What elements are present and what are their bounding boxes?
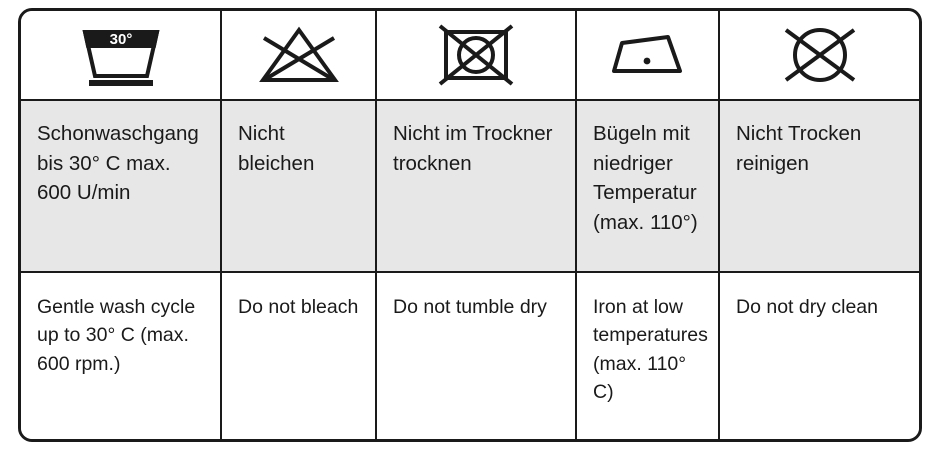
- en-text-dry-clean: Do not dry clean: [736, 296, 878, 318]
- de-text-dry-clean: Nicht Trocken reinigen: [736, 122, 862, 175]
- en-cell-tumble-dry: [376, 272, 576, 439]
- de-cell-dry-clean: [719, 100, 919, 272]
- care-symbols-table: [18, 8, 922, 442]
- care-instructions-table: [21, 11, 919, 439]
- de-text-wash: Schonwaschgang bis 30° C max. 600 U/min: [37, 122, 199, 205]
- de-cell-bleach: [221, 100, 376, 272]
- en-cell-iron: [576, 272, 719, 439]
- icon-cell-bleach: [221, 11, 376, 100]
- icon-cell-tumble-dry: [376, 11, 576, 100]
- de-text-bleach: Nicht bleichen: [238, 122, 315, 175]
- icon-cell-wash: [21, 11, 221, 100]
- de-cell-wash: [21, 100, 221, 272]
- de-text-tumble-dry: Nicht im Trockner trocknen: [393, 122, 553, 175]
- german-text-row: [21, 100, 919, 272]
- do-not-bleach-icon: [222, 11, 375, 99]
- iron-low-temperature-icon: [577, 11, 718, 99]
- icon-row: [21, 11, 919, 100]
- de-cell-tumble-dry: [376, 100, 576, 272]
- wash-temp-label: 30°: [109, 31, 132, 48]
- en-text-bleach: Do not bleach: [238, 296, 359, 318]
- en-cell-wash: [21, 272, 221, 439]
- en-text-iron: Iron at low temperatures (max. 110° C): [593, 296, 708, 403]
- do-not-tumble-dry-icon: [377, 11, 575, 99]
- wash-30-gentle-icon: [21, 11, 220, 99]
- en-text-tumble-dry: Do not tumble dry: [393, 296, 547, 318]
- do-not-dry-clean-icon: [720, 11, 919, 99]
- icon-cell-iron: [576, 11, 719, 100]
- en-cell-bleach: [221, 272, 376, 439]
- english-text-row: [21, 272, 919, 439]
- en-cell-dry-clean: [719, 272, 919, 439]
- en-text-wash: Gentle wash cycle up to 30° C (max. 600 rpm.): [37, 296, 196, 375]
- de-text-iron: Bügeln mit niedriger Temperatur (max. 110°): [593, 122, 698, 235]
- icon-cell-dry-clean: [719, 11, 919, 100]
- de-cell-iron: [576, 100, 719, 272]
